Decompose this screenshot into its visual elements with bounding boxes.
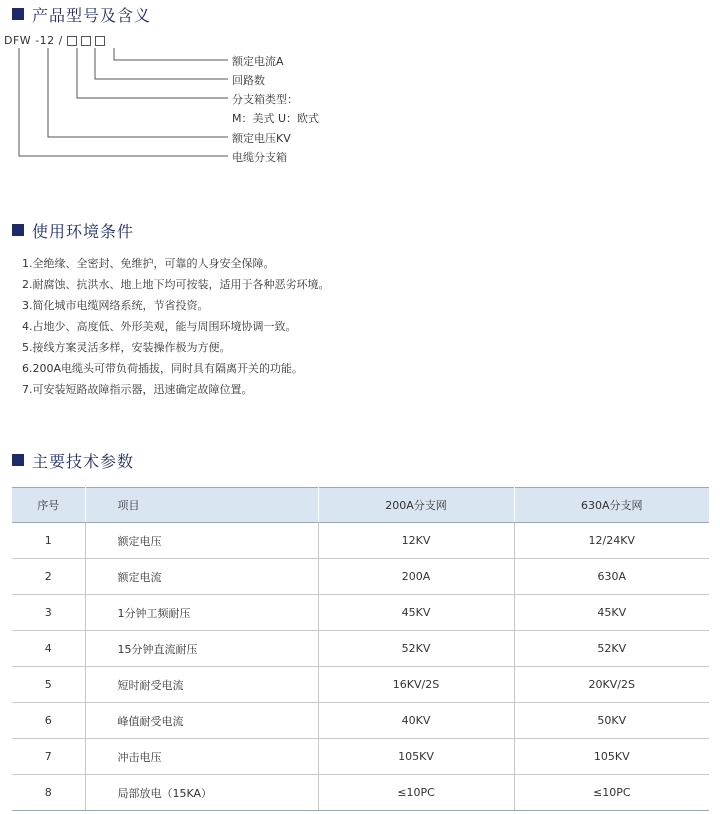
section-title-env: 使用环境条件 [12, 218, 134, 242]
cell-index: 7 [12, 739, 85, 775]
cell-item: 短时耐受电流 [85, 667, 318, 703]
spec-table [12, 487, 709, 811]
model-code-slash: / [58, 34, 63, 47]
title-square-icon [12, 224, 24, 236]
cell-200a: 40KV [318, 703, 514, 739]
header-630a: 630A分支网 [514, 488, 709, 523]
model-label-current: 额定电流A [232, 55, 284, 68]
table-row [12, 775, 709, 811]
cell-item: 局部放电（15KA） [85, 775, 318, 811]
header-item: 项目 [85, 488, 318, 523]
model-leader-lines [0, 0, 720, 180]
condition-item: 1.全绝缘、全密封、免维护，可靠的人身安全保障。 [22, 257, 275, 270]
cell-index: 1 [12, 523, 85, 559]
cell-200a: 16KV/2S [318, 667, 514, 703]
header-200a: 200A分支网 [318, 488, 514, 523]
condition-item: 6.200A电缆头可带负荷插拔，同时具有隔离开关的功能。 [22, 362, 304, 375]
cell-630a: 105KV [514, 739, 709, 775]
cell-630a: 52KV [514, 631, 709, 667]
cell-item: 峰值耐受电流 [85, 703, 318, 739]
cell-item: 1分钟工频耐压 [85, 595, 318, 631]
cell-index: 8 [12, 775, 85, 811]
table-row [12, 559, 709, 595]
cell-200a: ≤10PC [318, 775, 514, 811]
table-row [12, 523, 709, 559]
cell-index: 4 [12, 631, 85, 667]
cell-630a: 50KV [514, 703, 709, 739]
cell-630a: ≤10PC [514, 775, 709, 811]
table-row [12, 667, 709, 703]
condition-item: 2.耐腐蚀、抗洪水、地上地下均可按装，适用于各种恶劣环境。 [22, 278, 330, 291]
section-title-model: 产品型号及含义 [12, 2, 151, 26]
condition-item: 3.简化城市电缆网络系统，节省投资。 [22, 299, 209, 312]
cell-index: 6 [12, 703, 85, 739]
model-label-voltage: 额定电压KV [232, 132, 291, 145]
cell-item: 额定电流 [85, 559, 318, 595]
cell-200a: 105KV [318, 739, 514, 775]
model-code-dash: -12 [35, 34, 55, 47]
cell-index: 5 [12, 667, 85, 703]
section-title-params: 主要技术参数 [12, 448, 134, 472]
condition-item: 5.接线方案灵活多样，安装操作极为方便。 [22, 341, 231, 354]
cell-630a: 12/24KV [514, 523, 709, 559]
table-row [12, 703, 709, 739]
table-header-row [12, 488, 709, 523]
cell-index: 2 [12, 559, 85, 595]
condition-item: 4.占地少、高度低、外形美观，能与周围环境协调一致。 [22, 320, 297, 333]
cell-index: 3 [12, 595, 85, 631]
cell-200a: 52KV [318, 631, 514, 667]
title-square-icon [12, 454, 24, 466]
model-label-type-options: M：美式 U：欧式 [232, 112, 320, 125]
header-index: 序号 [12, 488, 85, 523]
cell-200a: 45KV [318, 595, 514, 631]
cell-630a: 45KV [514, 595, 709, 631]
cell-630a: 20KV/2S [514, 667, 709, 703]
model-label-type: 分支箱类型： [232, 93, 298, 106]
cell-200a: 12KV [318, 523, 514, 559]
cell-item: 冲击电压 [85, 739, 318, 775]
cell-200a: 200A [318, 559, 514, 595]
cell-630a: 630A [514, 559, 709, 595]
cell-item: 15分钟直流耐压 [85, 631, 318, 667]
condition-item: 7.可安装短路故障指示器，迅速确定故障位置。 [22, 383, 253, 396]
table-row [12, 739, 709, 775]
cell-item: 额定电压 [85, 523, 318, 559]
model-code-prefix: DFW [4, 34, 32, 47]
table-row [12, 631, 709, 667]
table-row [12, 595, 709, 631]
model-label-product: 电缆分支箱 [232, 151, 287, 164]
model-label-circuits: 回路数 [232, 74, 265, 87]
